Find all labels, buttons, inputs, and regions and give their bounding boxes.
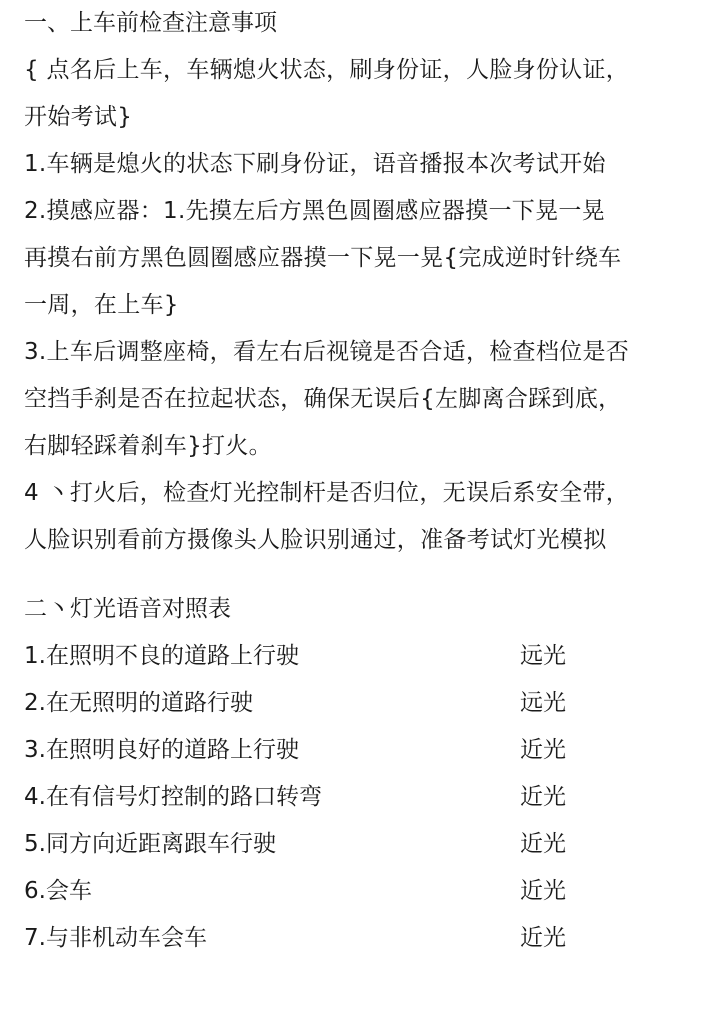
light-cell: 近光 [520,878,566,904]
light-cell: 近光 [520,737,566,763]
light-voice-table [24,633,704,962]
text-line: 3.上车后调整座椅，看左右后视镜是否合适，检查档位是否 [24,339,630,365]
table-row [24,774,704,821]
text-line: 人脸识别看前方摄像头人脸识别通过，准备考试灯光模拟 [24,527,607,553]
text-line: 一周，在上车} [24,292,179,318]
section2-title: 二丶灯光语音对照表 [24,596,231,622]
light-cell: 近光 [520,831,566,857]
text-line: 再摸右前方黑色圆圈感应器摸一下晃一晃{完成逆时针绕车 [24,245,622,271]
text-line: { 点名后上车，车辆熄火状态，刷身份证，人脸身份认证， [24,57,630,83]
section1-lines [24,47,704,564]
light-cell: 远光 [520,690,566,716]
situation-cell: 5.同方向近距离跟车行驶 [24,831,276,857]
situation-cell: 7.与非机动车会车 [24,925,207,951]
text-line: 2.摸感应器：1.先摸左后方黑色圆圈感应器摸一下晃一晃 [24,198,605,224]
light-cell: 远光 [520,643,566,669]
text-line: 开始考试} [24,104,133,130]
text-line: 4 丶打火后，检查灯光控制杆是否归位，无误后系安全带， [24,480,630,506]
situation-cell: 6.会车 [24,878,92,904]
text-line: 空挡手刹是否在拉起状态，确保无误后{左脚离合踩到底， [24,386,622,412]
situation-cell: 3.在照明良好的道路上行驶 [24,737,299,763]
section-spacer [24,564,704,586]
situation-cell: 4.在有信号灯控制的路口转弯 [24,784,322,810]
table-row [24,821,704,868]
table-row [24,680,704,727]
situation-cell: 2.在无照明的道路行驶 [24,690,253,716]
light-cell: 近光 [520,925,566,951]
section1-title: 一、上车前检查注意事项 [24,10,277,36]
table-row [24,868,704,915]
table-row [24,727,704,774]
table-row [24,633,704,680]
text-line: 右脚轻踩着刹车}打火。 [24,433,272,459]
table-row [24,915,704,962]
light-cell: 近光 [520,784,566,810]
situation-cell: 1.在照明不良的道路上行驶 [24,643,299,669]
text-line: 1.车辆是熄火的状态下刷身份证，语音播报本次考试开始 [24,151,606,177]
document-body [24,0,704,962]
